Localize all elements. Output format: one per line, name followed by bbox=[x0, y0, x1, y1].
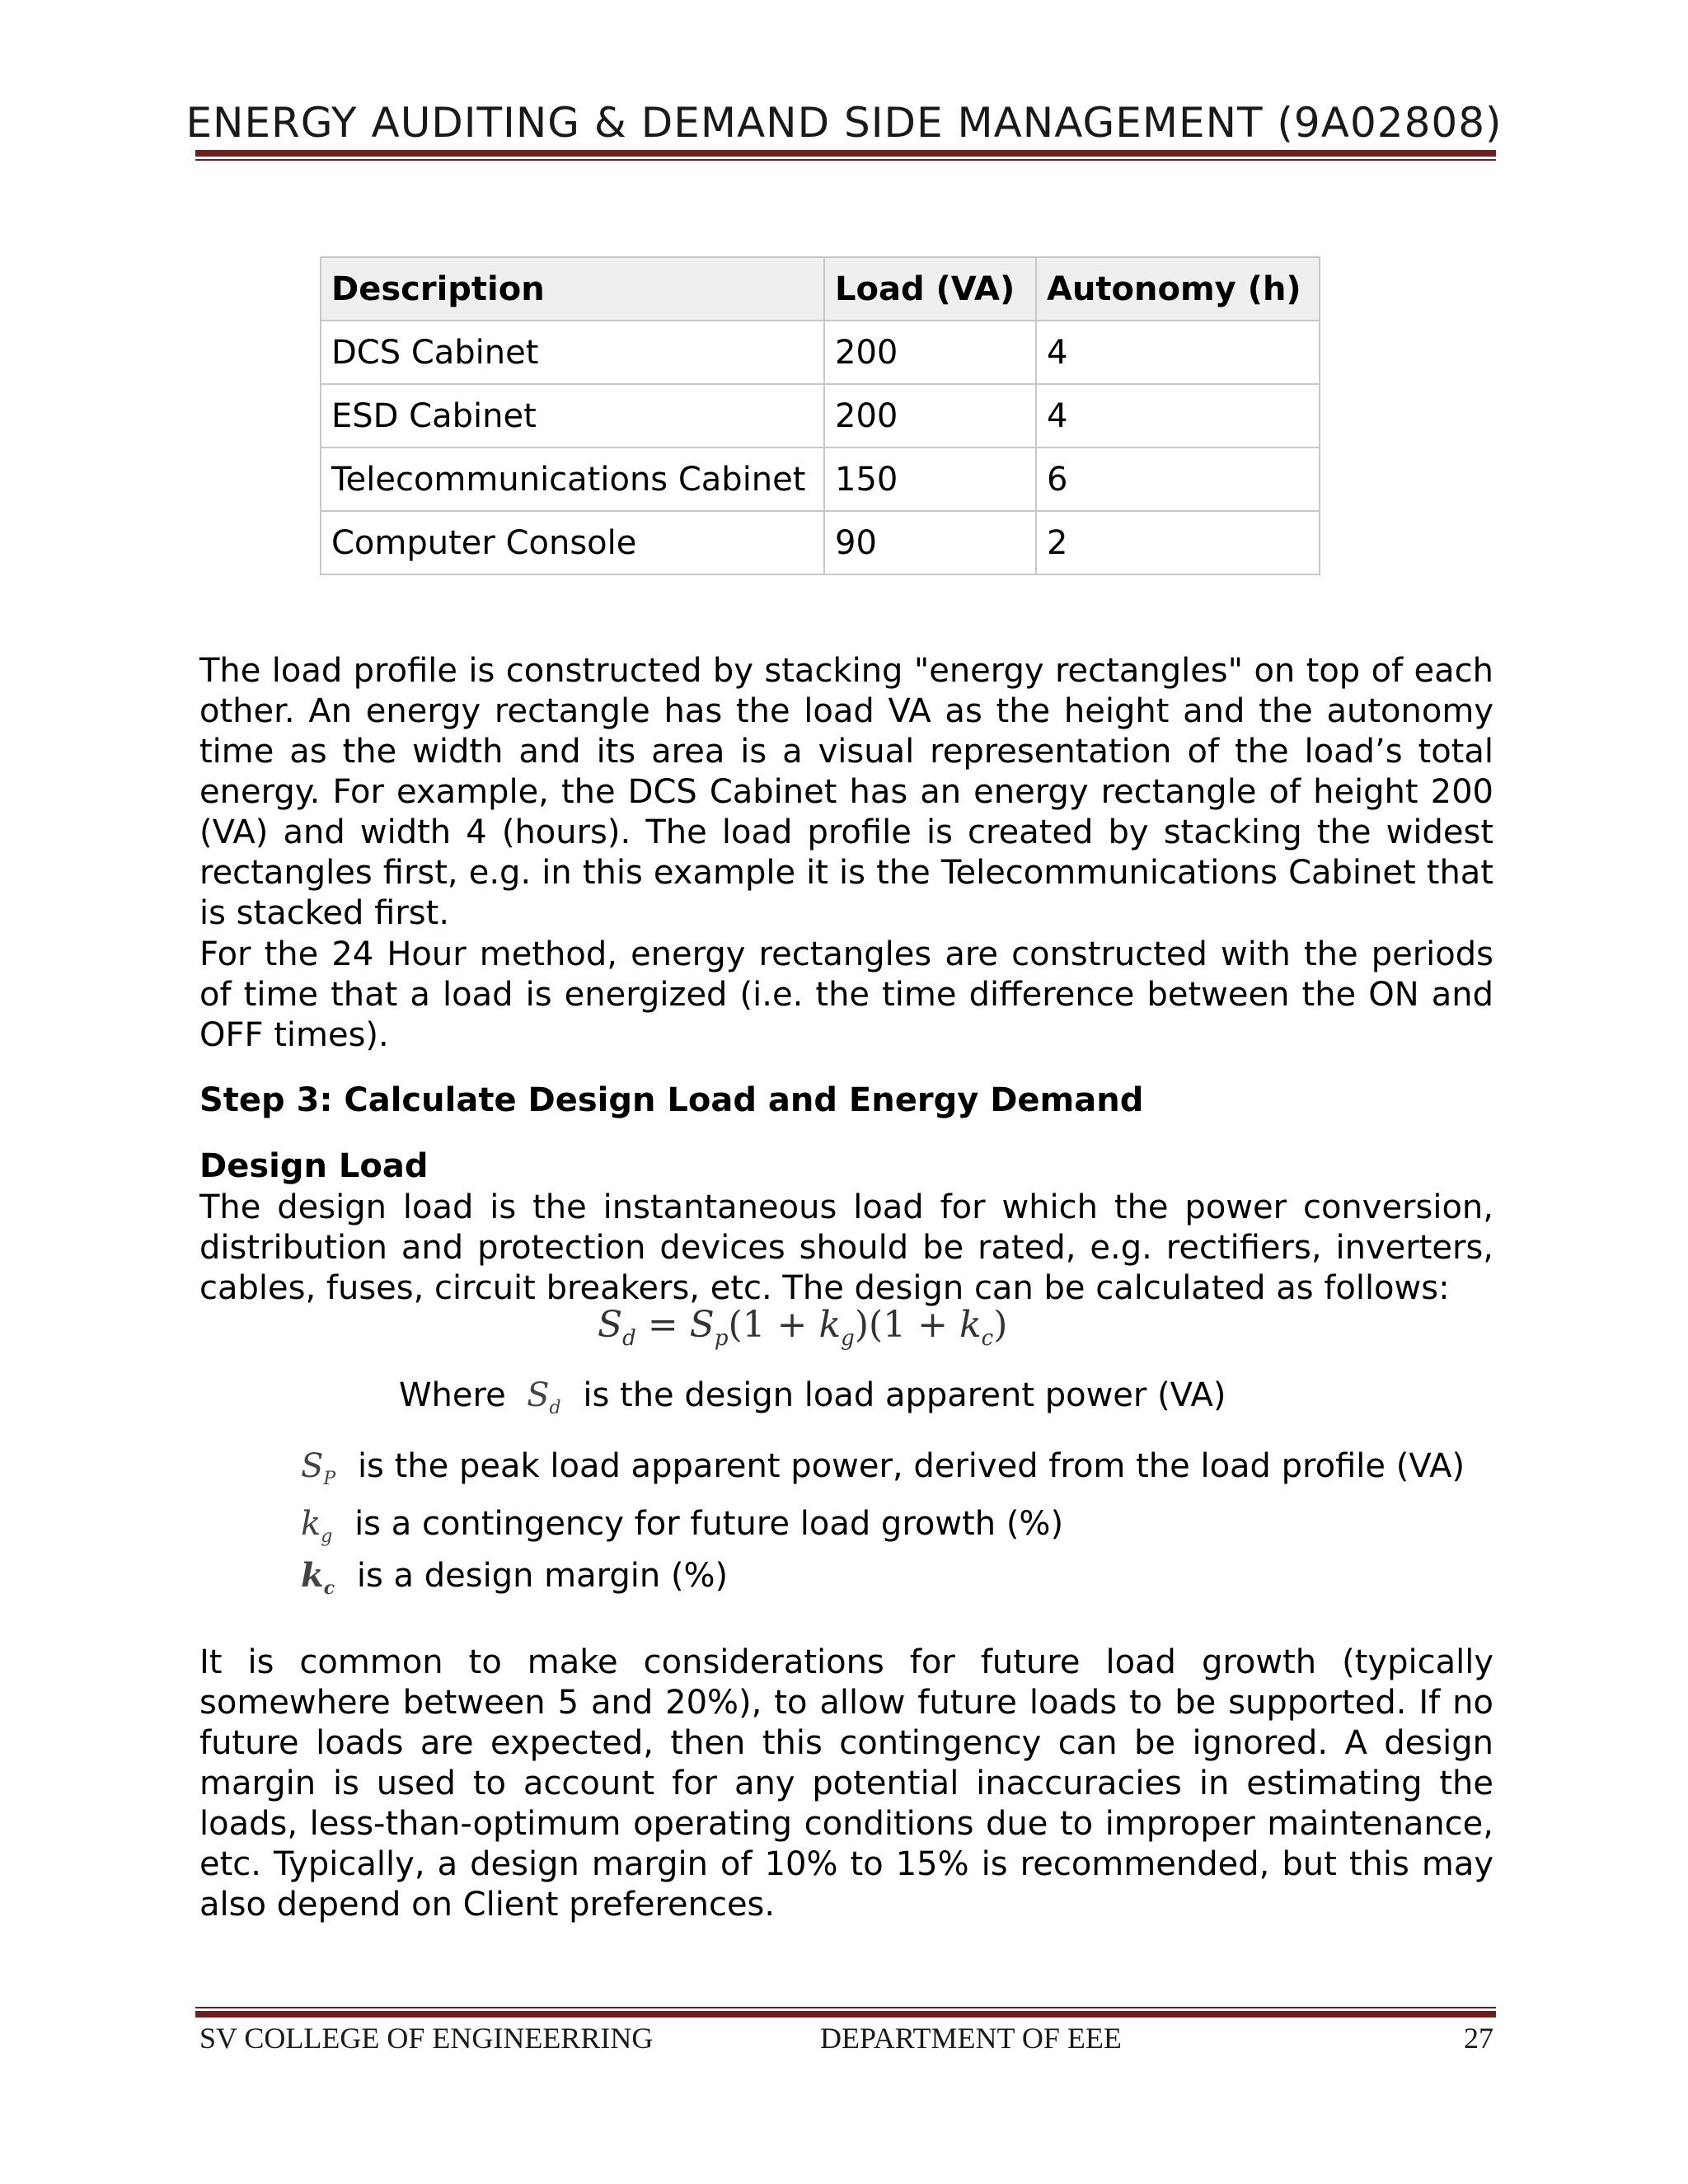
kg-description: is a contingency for future load growth (%) bbox=[354, 1505, 1064, 1543]
column-header-load: Load (VA) bbox=[824, 257, 1036, 321]
contingency-paragraph: It is common to make considerations for future load growth (typically somewhere between 5 and 20%), to allow future loads to be supported. If no future loads are expected, then this contingency can be ignored. A design margin is used to account for any potential inaccuracies in estimating the loads, less-than-optimum operating conditions due to improper maintenance, etc. Typically, a design margin of 10% to 15% is recommended, but this may also depend on Client preferences. bbox=[199, 1643, 1493, 1924]
footer-department: DEPARTMENT OF EEE bbox=[820, 2022, 1122, 2055]
sp-symbol: $S_P$ bbox=[301, 1447, 336, 1489]
step3-heading: Step 3: Calculate Design Load and Energy Demand bbox=[199, 1081, 1144, 1119]
table-row bbox=[321, 511, 1320, 574]
design-load-paragraph: The design load is the instantaneous load for which the power conversion, distribution and protection devices should be rated, e.g. rectifiers, inverters, cables, fuses, circuit breakers, etc. The design can be calculated as follows: bbox=[199, 1188, 1493, 1307]
definition-kg bbox=[301, 1505, 1063, 1547]
page-header-title: ENERGY AUDITING & DEMAND SIDE MANAGEMENT (9A02808) bbox=[185, 99, 1503, 147]
table-cell-load: 200 bbox=[824, 384, 1036, 448]
24-hour-method-paragraph: For the 24 Hour method, energy rectangles are constructed with the periods of time that a load is energized (i.e. the time difference between the ON and OFF times). bbox=[199, 935, 1493, 1054]
table-row bbox=[321, 384, 1320, 448]
column-header-autonomy: Autonomy (h) bbox=[1036, 257, 1320, 321]
kc-description: is a design margin (%) bbox=[356, 1557, 729, 1595]
table-cell-description: ESD Cabinet bbox=[321, 384, 824, 448]
table-cell-load: 150 bbox=[824, 448, 1036, 511]
table-row bbox=[321, 321, 1320, 384]
table-header-row bbox=[321, 257, 1320, 321]
load-profile-paragraph: The load profile is constructed by stacking "energy rectangles" on top of each other. An energy rectangle has the load VA as the height and the autonomy time as the width and its area is a visual representation of the load’s total energy. For example, the DCS Cabinet has an energy rectangle of height 200 (VA) and width 4 (hours). The load profile is created by stacking the widest rectangles first, e.g. in this example it is the Telecommunications Cabinet that is stacked first. bbox=[199, 652, 1493, 932]
table-cell-autonomy: 4 bbox=[1036, 384, 1320, 448]
table-cell-autonomy: 2 bbox=[1036, 511, 1320, 574]
definition-sp bbox=[301, 1447, 1465, 1489]
kg-symbol: $k_g$ bbox=[301, 1505, 333, 1547]
kc-symbol: $k_c$ bbox=[301, 1556, 335, 1599]
definition-sd bbox=[399, 1376, 1226, 1418]
where-label: Where bbox=[399, 1376, 506, 1414]
table-cell-autonomy: 6 bbox=[1036, 448, 1320, 511]
table-cell-autonomy: 4 bbox=[1036, 321, 1320, 384]
table-row bbox=[321, 448, 1320, 511]
page-number: 27 bbox=[1464, 2022, 1493, 2055]
sd-symbol: $S_d$ bbox=[516, 1376, 561, 1418]
footer-college: SV COLLEGE OF ENGINEERRING bbox=[199, 2022, 654, 2055]
column-header-description: Description bbox=[321, 257, 824, 321]
sd-description: is the design load apparent power (VA) bbox=[583, 1376, 1226, 1414]
table-cell-load: 200 bbox=[824, 321, 1036, 384]
load-table bbox=[320, 256, 1320, 575]
design-load-heading: Design Load bbox=[199, 1147, 429, 1185]
sp-description: is the peak load apparent power, derived from the load profile (VA) bbox=[357, 1447, 1465, 1485]
table-cell-description: DCS Cabinet bbox=[321, 321, 824, 384]
table-cell-load: 90 bbox=[824, 511, 1036, 574]
table-cell-description: Telecommunications Cabinet bbox=[321, 448, 824, 511]
design-load-formula: $S_d = S_p(1 + k_g)(1 + k_c)$ bbox=[598, 1304, 1008, 1351]
table-cell-description: Computer Console bbox=[321, 511, 824, 574]
header-rule bbox=[195, 150, 1496, 161]
definition-kc bbox=[301, 1556, 728, 1599]
footer-rule bbox=[195, 2007, 1496, 2018]
